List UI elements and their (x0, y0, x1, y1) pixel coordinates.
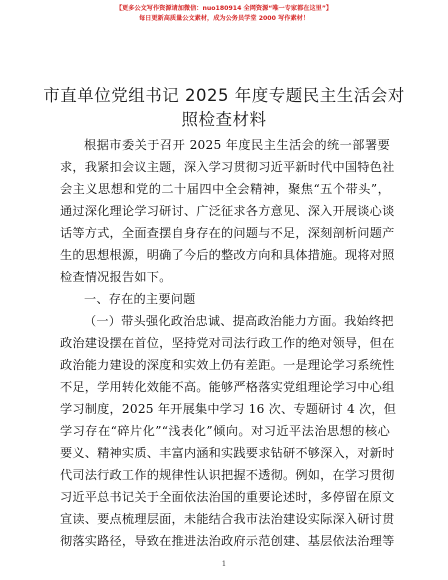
body-line: 求，我紧扣会议主题，深入学习贯彻习近平新时代中国特色社 (60, 160, 395, 174)
document-title-line-2: 照检查材料 (181, 110, 267, 129)
promo-banner (0, 4, 448, 24)
body-line: 生的思想根源，明确了今后的整改方向和具体措施。现将对照 (60, 248, 395, 262)
body-line: 不足，学用转化效能不高。能够严格落实党组理论学习中心组 (60, 380, 395, 394)
promo-banner-line-2: 每日更新高质量公文素材，成为公务员学堂 2000 写作素材！ (138, 15, 310, 22)
body-line: 宣读、要点梳理层面，未能结合我市法治建设实际深入研讨贯 (60, 512, 395, 526)
body-line: 检查情况报告如下。 (60, 270, 172, 284)
body-line: 政治能力建设的深度和实效上仍有差距。一是理论学习系统性 (60, 358, 395, 372)
section-heading: 一、存在的主要问题 (84, 292, 196, 306)
body-line: 通过深化理论学习研讨、广泛征求各方意见、深入开展谈心谈 (60, 204, 395, 218)
body-line: 学习制度，2025 年开展集中学习 16 次、专题研讨 4 次，但 (60, 402, 397, 416)
body-line: 习近平总书记关于全面依法治国的重要论述时，多停留在原文 (60, 490, 395, 504)
page-number: 1 (221, 560, 227, 568)
body-line: 代司法行政工作的规律性认识把握不透彻。例如，在学习贯彻 (60, 468, 395, 482)
document-title (40, 84, 408, 132)
body-line: 话等方式，全面查摆自身存在的问题与不足，深刻剖析问题产 (60, 226, 395, 240)
body-line: 彻落实路径，导致在推进法治政府示范创建、基层依法治理等 (60, 534, 395, 548)
body-line: 政治建设摆在首位，坚持党对司法行政工作的绝对领导，但在 (60, 336, 395, 350)
document-body (60, 134, 397, 552)
body-line: 要义、精神实质、丰富内涵和实践要求钻研不够深入，对新时 (60, 446, 395, 460)
document-title-line-1: 市直单位党组书记 2025 年度专题民主生活会对 (43, 86, 405, 105)
body-line: 学习存在“碎片化”“浅表化”倾向。对习近平法治思想的核心 (60, 424, 390, 438)
promo-banner-line-1: 【更多公文写作资源请加微信：nuo180914 全网资源“唯一专家都在这里”】 (115, 5, 333, 12)
body-line: （一）带头强化政治忠诚、提高政治能力方面。我始终把 (84, 314, 394, 328)
body-line: 根据市委关于召开 2025 年度民主生活会的统一部署要 (84, 138, 390, 152)
body-line: 会主义思想和党的二十届四中全会精神，聚焦“五个带头”， (60, 182, 390, 196)
